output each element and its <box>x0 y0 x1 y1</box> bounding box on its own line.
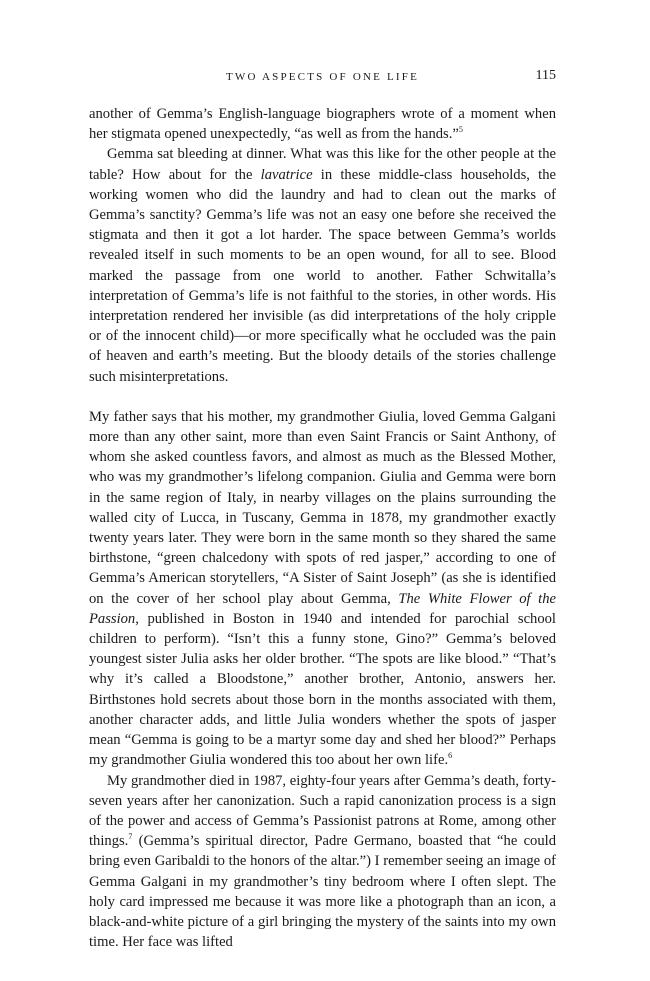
paragraph-1 <box>89 104 556 144</box>
paragraph-4 <box>89 771 556 953</box>
text-run: another of Gemma’s English-language biographers wrote of a moment when her stigmata opened unexpectedly, “as well as from the hands.” <box>89 106 556 143</box>
text-run: My father says that his mother, my grandmother Giulia, loved Gemma Galgani more than any other saint, more than even Saint Francis or Saint Anthony, of whom she asked countless favors, and almost as much as the Blessed Mother, who was my grandmother’s lifelong companion. Giulia and Gemma were born in the same region of Italy, in nearby villages on the plains surrounding the walled city of Lucca, in Tuscany, Gemma in 1878, my grandmother exactly twenty years later. They were born in the same month so they shared the same birthstone, “green chalcedony with spots of red jasper,” according to one of Gemma’s American storytellers, “A Sister of Saint Joseph” (as she is identified on the cover of her school play about Gemma, <box>89 408 556 607</box>
footnote-ref-6: 6 <box>448 751 453 761</box>
text-run: in these middle-class households, the working women who did the laundry and had to clean out the marks of Gemma’s sanctity? Gemma’s life was not an easy one before she received the stigmata and then it got a lot harder. The space between Gemma’s worlds revealed itself in such moments to be an open wound, for all to see. Blood marked the passage from one world to another. Father Schwitalla’s interpretation of Gemma’s life is not faithful to the stories, in other words. His interpretation rendered her invisible (as did interpretations of the holy cripple or of the innocent child)—or more specifically what he occluded was the pain of heaven and earth’s meeting. But the bloody details of the stories challenge such misinterpretations. <box>89 166 556 385</box>
page-number: 115 <box>535 68 556 83</box>
italic-term: lavatrice <box>260 166 313 183</box>
text-run: (Gemma’s spiritual director, Padre Germano, boasted that “he could bring even Garibaldi to the honors of the altar.”) I remember seeing an image of Gemma Galgani in my grandmother’s tiny bedroom where I often slept. The holy card impressed me because it was more like a photograph than an icon, a black-and-white picture of a girl bringing the mystery of the saints into my own time. Her face was lifted <box>89 833 556 951</box>
text-run: Gemma sat bleeding at dinner. What was this like for the other people at the table? How about for the <box>89 146 556 183</box>
footnote-ref-5: 5 <box>458 125 463 135</box>
running-head <box>89 68 556 90</box>
paragraph-2 <box>89 144 556 386</box>
text-run: My grandmother died in 1987, eighty-four years after Gemma’s death, forty-seven years after her canonization. Such a rapid canonization process is a sign of the power and access of Gemma’s Passionist patrons at Rome, among other things. <box>89 772 556 850</box>
paragraph-3 <box>89 407 556 771</box>
italic-title: The White Flower of the Passion <box>89 590 556 627</box>
book-page <box>89 68 556 952</box>
running-title: TWO ASPECTS OF ONE LIFE <box>226 71 419 83</box>
text-run: , published in Boston in 1940 and intended for parochial school children to perform). “Isn’t this a funny stone, Gino?” Gemma’s beloved youngest sister Julia asks her older brother. “The spots are like blood.” “That’s why it’s called a Bloodstone,” another brother, Antonio, answers her. Birthstones hold secrets about those born in the months associated with them, another character adds, and little Julia wonders whether the spots of jasper mean “Gemma is going to be a martyr some day and shed her blood?” Perhaps my grandmother Giulia wondered this too about her own life. <box>89 610 556 769</box>
footnote-ref-7: 7 <box>128 832 133 842</box>
